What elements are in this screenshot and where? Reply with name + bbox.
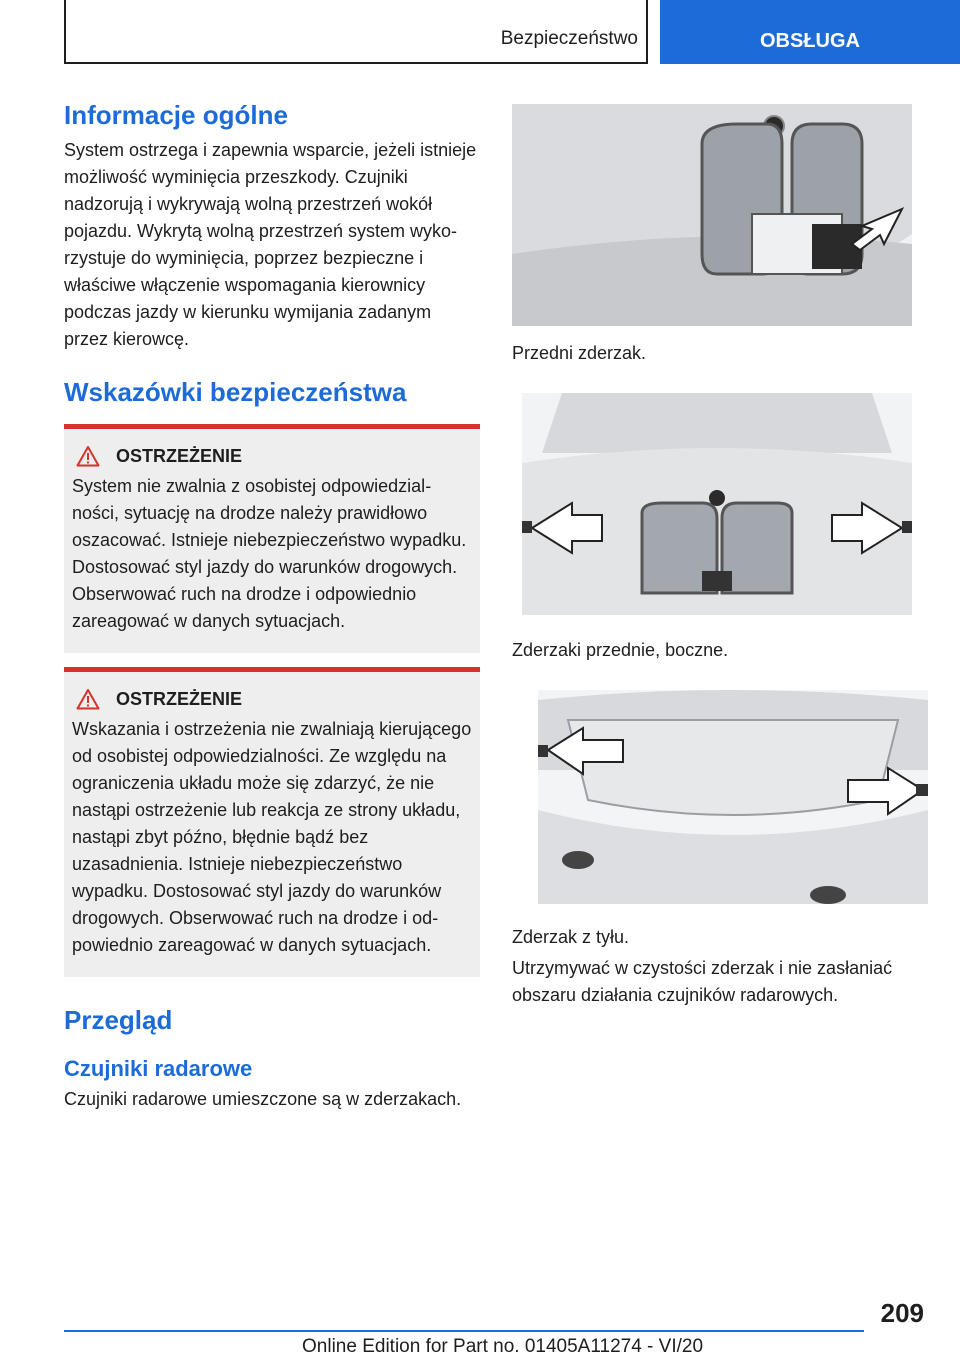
front-side-bumpers-image <box>522 393 912 615</box>
front-bumper-image <box>512 104 912 326</box>
heading-overview: Przegląd <box>64 1005 173 1035</box>
paragraph-general: System ostrzega i zapewnia wsparcie, jeżeli istnieje możliwość wyminięcia przeszkody. Czujniki nadzorują i wykrywają wolną przestrzeń wokół pojazdu. Wykrytą wolną przestrzeń system wykorzystuje do wyminięcia, poprzez bezpieczne i właściwe włączenie wspomagania kierownicy podczas jazdy w kierunku wymijania zadanym przez kierowcę. <box>64 140 477 349</box>
caption-rear-bumper: Zderzak z tyłu. <box>512 927 630 947</box>
heading-radar-sensors: Czujniki radarowe <box>64 1056 253 1081</box>
warning-title: OSTRZEŻENIE <box>116 445 243 466</box>
heading-safety: Wskazówki bezpieczeństwa <box>64 377 407 407</box>
warning-box-1 <box>64 424 480 653</box>
caption-front-bumper: Przedni zderzak. <box>512 343 647 363</box>
page-number: 209 <box>880 1298 924 1328</box>
warning-box-2 <box>64 667 480 977</box>
paragraph-radar: Czujniki radarowe umieszczone są w zderzakach. <box>64 1089 462 1109</box>
header-section-title: Bezpieczeństwo <box>500 28 638 49</box>
caption-front-side-bumpers: Zderzaki przednie, boczne. <box>512 640 729 660</box>
footer-divider <box>64 1330 864 1332</box>
warning-triangle-icon <box>76 445 100 467</box>
paragraph-keep-clean: Utrzymywać w czystości zderzak i nie zasłaniać obszaru działania czujników radarowych. <box>512 958 893 1005</box>
warning-title: OSTRZEŻENIE <box>116 688 243 709</box>
edition-text: Online Edition for Part no. 01405A11274 - VI/20 <box>302 1336 704 1357</box>
warning-text: Wskazania i ostrzeżenia nie zwalniają kierującego od osobistej odpowiedzialności. Ze względu na ograniczenia układu może się zdarzyć, że nie nastąpi ostrzeżenie lub reakcja ze strony układu, nastąpi zbyt późno, błędnie bądź bez uzasadnienia. Istnieje niebezpieczeństwo wypadku. Dostosować styl jazdy do warunków drogowych. Obserwować ruch na drodze i odpowiednio zareagować w danych sytuacjach. <box>72 719 472 955</box>
right-column <box>512 104 928 1009</box>
rear-bumper-image <box>538 690 928 904</box>
header-chapter-tab[interactable]: OBSŁUGA <box>660 0 960 64</box>
heading-general: Informacje ogólne <box>64 100 288 130</box>
warning-text: System nie zwalnia z osobistej odpowiedzialności, sytuację na drodze należy prawidłowo oszacować. Istnieje niebezpieczeństwo wypadku. Dostosować styl jazdy do warunków drogowych. Obserwować ruch na drodze i odpowiednio zareagować w danych sytuacjach. <box>72 476 467 631</box>
left-column <box>64 100 480 1113</box>
warning-triangle-icon <box>76 688 100 710</box>
